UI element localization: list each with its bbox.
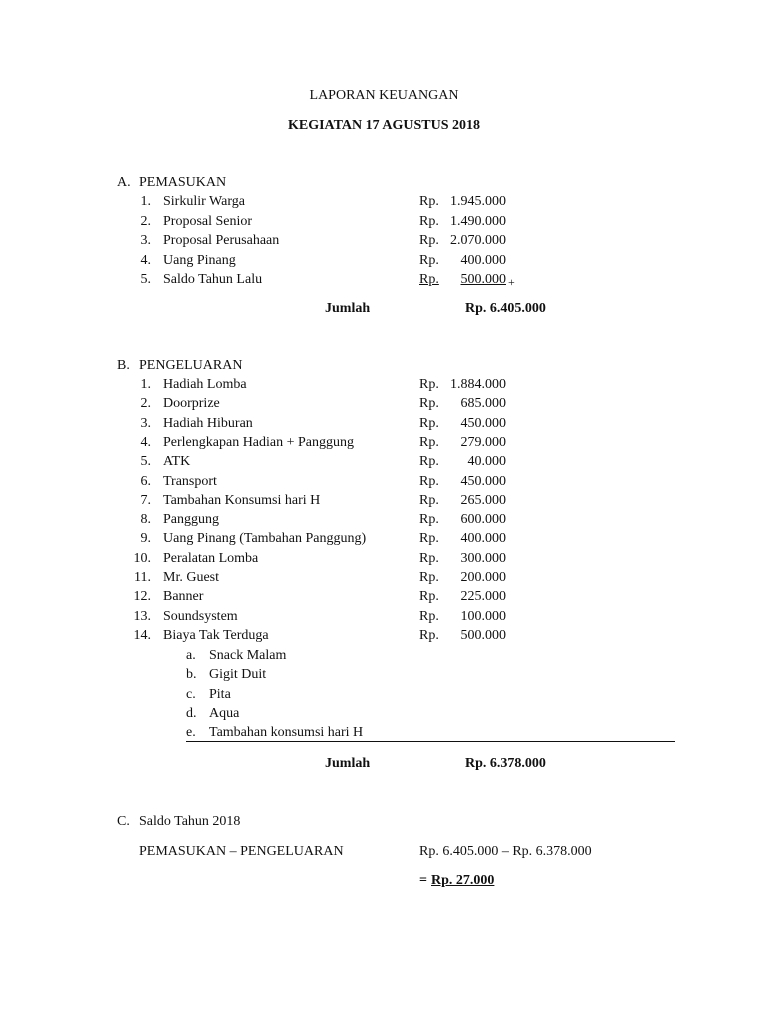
row-number: 5. [140,454,151,470]
row-label: ATK [163,454,191,470]
expense-total-label: Jumlah [325,756,371,771]
sub-label: Tambahan konsumsi hari H [209,725,364,741]
row-label: Hadiah Lomba [163,377,247,392]
sub-letter: b. [186,667,197,683]
row-amount: 225.000 [460,589,506,605]
row-amount: 685.000 [460,396,506,412]
row-label: Proposal Senior [163,213,253,229]
row-number: 5. [140,272,151,287]
section-heading: Saldo Tahun 2018 [139,814,241,829]
row-currency: Rp. [419,272,439,287]
equals-sign: = [419,873,427,888]
row-label: Uang Pinang [163,252,236,268]
report-title: LAPORAN KEUANGAN [309,88,459,103]
row-amount: 400.000 [460,531,506,547]
expense-total-value: Rp. 6.378.000 [465,756,546,771]
sub-letter: a. [186,648,196,663]
section-heading: PENGELUARAN [139,358,243,373]
row-currency: Rp. [419,589,439,605]
row-label: Transport [163,473,217,489]
formula-value: Rp. 6.405.000 – Rp. 6.378.000 [419,844,592,859]
income-total-value: Rp. 6.405.000 [465,301,546,316]
row-label: Panggung [163,512,219,528]
row-amount: 400.000 [460,252,506,268]
row-amount: 2.070.000 [450,233,506,248]
row-number: 13. [133,608,151,624]
row-label: Soundsystem [163,608,238,624]
row-currency: Rp. [419,627,439,643]
section-letter: C. [117,814,130,829]
row-amount: 500.000 [460,627,506,643]
row-number: 2. [140,396,151,412]
row-label: Perlengkapan Hadian + Panggung [163,434,355,450]
row-label: Peralatan Lomba [163,550,259,566]
row-currency: Rp. [419,377,439,392]
row-currency: Rp. [419,473,439,489]
row-currency: Rp. [419,396,439,412]
row-currency: Rp. [419,550,439,566]
sub-label: Pita [209,686,231,702]
row-number: 8. [140,512,151,528]
row-amount: 500.000 [460,272,506,287]
row-currency: Rp. [419,213,439,229]
row-amount: 279.000 [460,434,506,450]
row-currency: Rp. [419,454,439,470]
sub-letter: e. [186,725,196,741]
row-label: Proposal Perusahaan [163,233,280,248]
row-currency: Rp. [419,570,439,585]
row-currency: Rp. [419,512,439,528]
saldo-result: Rp. 27.000 [431,873,495,888]
section-heading: PEMASUKAN [139,175,227,190]
income-total-label: Jumlah [325,301,371,316]
sub-label: Aqua [209,705,240,721]
plus-sign: + [508,275,515,289]
row-amount: 450.000 [460,473,506,489]
row-number: 3. [140,415,151,431]
row-amount: 300.000 [460,550,506,566]
sub-letter: c. [186,686,196,702]
row-number: 1. [140,377,151,392]
row-amount: 1.490.000 [450,213,506,229]
row-number: 1. [140,194,151,209]
report-subtitle: KEGIATAN 17 AGUSTUS 2018 [287,118,480,133]
row-label: Mr. Guest [163,570,219,585]
row-number: 4. [140,434,151,450]
row-amount: 600.000 [460,512,506,528]
row-currency: Rp. [419,233,439,248]
sub-label: Snack Malam [209,648,287,663]
row-number: 11. [134,570,151,585]
row-amount: 100.000 [460,608,506,624]
row-label: Banner [163,589,204,605]
section-letter: A. [117,175,131,190]
row-currency: Rp. [419,252,439,268]
sub-label: Gigit Duit [209,667,267,683]
sub-letter: d. [186,705,197,721]
row-amount: 265.000 [460,492,506,508]
row-label: Biaya Tak Terduga [163,627,269,643]
row-currency: Rp. [419,415,439,431]
row-label: Hadiah Hiburan [163,415,253,431]
row-number: 7. [140,492,151,508]
row-currency: Rp. [419,194,439,209]
row-number: 9. [140,531,151,547]
row-currency: Rp. [419,434,439,450]
row-label: Doorprize [163,396,220,412]
row-label: Tambahan Konsumsi hari H [163,492,321,508]
row-currency: Rp. [419,608,439,624]
row-amount: 1.884.000 [450,377,506,392]
row-label: Sirkulir Warga [163,194,245,209]
row-number: 12. [133,589,151,605]
section-letter: B. [117,358,130,373]
row-amount: 40.000 [467,454,506,470]
row-number: 3. [140,233,151,248]
row-number: 14. [133,627,151,643]
row-label: Saldo Tahun Lalu [163,272,263,287]
formula-label: PEMASUKAN – PENGELUARAN [139,844,344,859]
row-number: 6. [140,473,151,489]
row-number: 10. [133,550,151,566]
row-amount: 450.000 [460,415,506,431]
row-amount: 200.000 [460,570,506,585]
row-currency: Rp. [419,531,439,547]
row-number: 2. [140,213,151,229]
row-currency: Rp. [419,492,439,508]
row-label: Uang Pinang (Tambahan Panggung) [163,531,367,547]
divider-line [186,741,675,742]
row-number: 4. [140,252,151,268]
row-amount: 1.945.000 [450,194,506,209]
